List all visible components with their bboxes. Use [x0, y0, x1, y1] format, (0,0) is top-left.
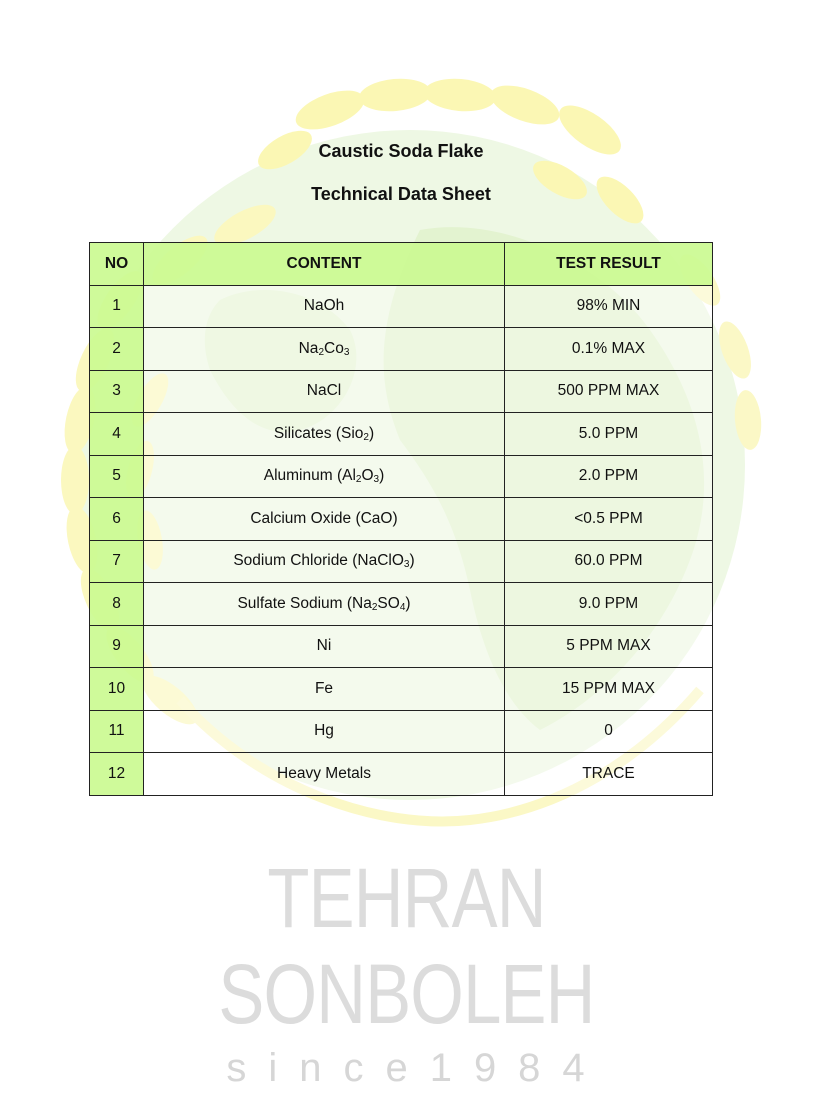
table-row [90, 498, 713, 541]
brand-since-watermark: since1984 [226, 1046, 607, 1090]
row-number-cell: 2 [90, 328, 144, 371]
brand-watermark [0, 850, 813, 1096]
row-number-cell: 9 [90, 625, 144, 668]
row-number-cell: 12 [90, 753, 144, 796]
test-result-cell: 60.0 PPM [505, 540, 713, 583]
table-header-row [90, 243, 713, 286]
test-result-cell: 0.1% MAX [505, 328, 713, 371]
test-result-cell: TRACE [505, 753, 713, 796]
test-result-cell: 2.0 PPM [505, 455, 713, 498]
brand-name-watermark: TEHRAN SONBOLEH [218, 851, 595, 1041]
content-cell: Hg [144, 710, 505, 753]
table-row [90, 583, 713, 626]
header-test-result: TEST RESULT [505, 243, 713, 286]
row-number-cell: 8 [90, 583, 144, 626]
table-row [90, 710, 713, 753]
row-number-cell: 4 [90, 413, 144, 456]
table-row [90, 625, 713, 668]
test-result-cell: 98% MIN [505, 285, 713, 328]
document-title: Caustic Soda Flake [318, 141, 484, 161]
content-cell: Sulfate Sodium $(Na_2SO_4)$ [144, 583, 505, 626]
table-row [90, 540, 713, 583]
row-number-cell: 5 [90, 455, 144, 498]
test-result-cell: 15 PPM MAX [505, 668, 713, 711]
content-cell: NaOh [144, 285, 505, 328]
table-row [90, 285, 713, 328]
test-result-cell: 500 PPM MAX [505, 370, 713, 413]
spec-table [89, 242, 713, 796]
header-content: CONTENT [144, 243, 505, 286]
header-no: NO [90, 243, 144, 286]
content-cell: Calcium Oxide (CaO) [144, 498, 505, 541]
table-row [90, 328, 713, 371]
content-cell: Aluminum $(Al_2O_3)$ [144, 455, 505, 498]
test-result-cell: 5 PPM MAX [505, 625, 713, 668]
test-result-cell: 0 [505, 710, 713, 753]
content-cell: Sodium Chloride (NaClO$_3$) [144, 540, 505, 583]
row-number-cell: 10 [90, 668, 144, 711]
row-number-cell: 1 [90, 285, 144, 328]
table-row [90, 455, 713, 498]
content-cell: Silicates (Sio$_2$) [144, 413, 505, 456]
table-row [90, 370, 713, 413]
content-cell: Fe [144, 668, 505, 711]
test-result-cell: 9.0 PPM [505, 583, 713, 626]
test-result-cell: 5.0 PPM [505, 413, 713, 456]
row-number-cell: 7 [90, 540, 144, 583]
row-number-cell: 3 [90, 370, 144, 413]
test-result-cell: <0.5 PPM [505, 498, 713, 541]
table-row [90, 413, 713, 456]
row-number-cell: 6 [90, 498, 144, 541]
table-row [90, 668, 713, 711]
content-cell: Heavy Metals [144, 753, 505, 796]
content-cell: Ni [144, 625, 505, 668]
content-cell: NaCl [144, 370, 505, 413]
table-row [90, 753, 713, 796]
content-cell: $Na_2Co_3$ [144, 328, 505, 371]
row-number-cell: 11 [90, 710, 144, 753]
document-subtitle: Technical Data Sheet [311, 184, 491, 204]
